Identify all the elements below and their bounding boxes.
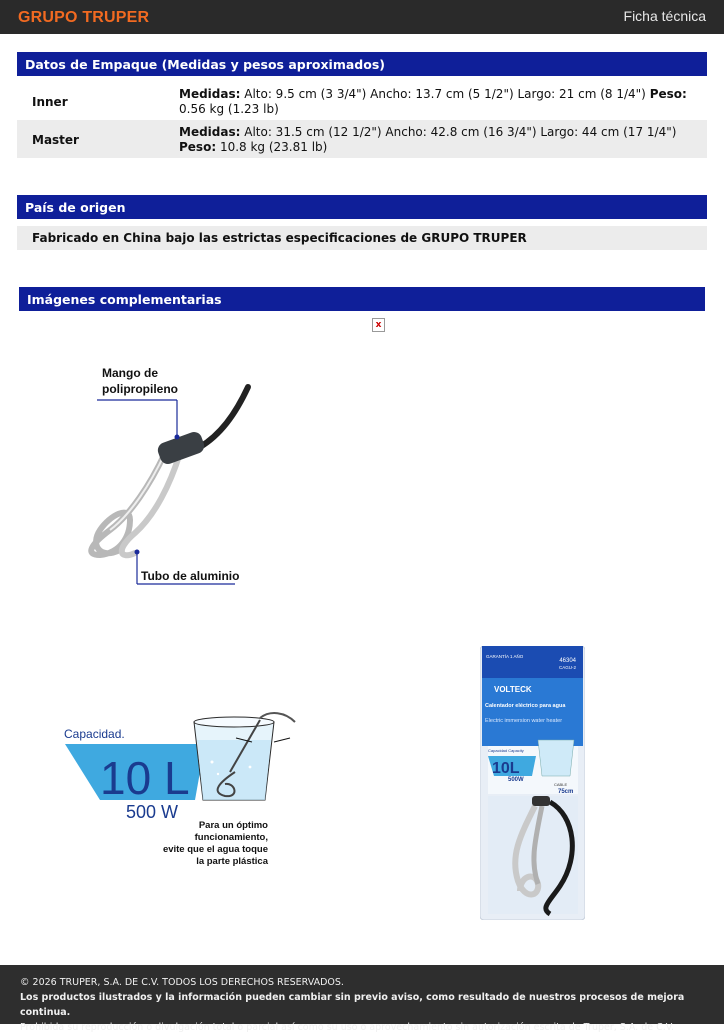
- package-title-en: Electric immersion water heater: [485, 718, 563, 724]
- product-package-photo: [480, 646, 585, 920]
- document-title: Ficha técnica: [623, 8, 706, 24]
- package-title-es: Calentador eléctrico para agua: [485, 703, 566, 709]
- package-cable-length: 75cm: [558, 789, 574, 795]
- packaging-row-inner: [17, 82, 707, 120]
- callout-handle-line2: polipropileno: [102, 382, 178, 396]
- note-line3: evite que el agua toque: [162, 844, 268, 855]
- package-warranty: GARANTÍA 1 AÑO: [486, 654, 524, 659]
- footer-prohibition: Prohibida su reproducción o divulgación total o parcial así como su uso o aprovechamiento sin autorización escrita de Truper, S.A. de C.V.: [20, 1022, 675, 1033]
- package-capacity-caption: Capacidad Capacity: [488, 748, 524, 753]
- package-power: 500W: [508, 777, 524, 783]
- brand-logo: GRUPO TRUPER: [18, 9, 150, 26]
- callout-tube: Tubo de aluminio: [141, 569, 240, 583]
- note-line4: la parte plástica: [196, 856, 268, 867]
- note-line1: Para un óptimo: [198, 820, 268, 831]
- package-capacity: 10L: [492, 760, 520, 777]
- footer-copyright: © 2026 TRUPER, S.A. DE C.V. TODOS LOS DERECHOS RESERVADOS.: [20, 977, 344, 988]
- package-cable-label: CABLE: [554, 782, 568, 787]
- packaging-row-value: Medidas: Alto: 31.5 cm (12 1/2") Ancho: 42.8 cm (16 3/4") Largo: 44 cm (17 1/4") Peso: 10.8 kg (23.81 lb): [179, 125, 677, 154]
- packaging-heading: Datos de Empaque (Medidas y pesos aproximados): [17, 52, 707, 76]
- broken-image-icon: x: [372, 318, 385, 332]
- footer: [0, 965, 724, 1033]
- note-line2: funcionamiento,: [194, 832, 268, 843]
- footer-notice: Los productos ilustrados y la información pueden cambiar sin previo aviso, como resultado de nuestros procesos de mejora continua.: [20, 992, 685, 1018]
- packaging-row-label: Inner: [32, 95, 68, 109]
- images-heading: Imágenes complementarias: [19, 287, 705, 311]
- top-bar: [0, 0, 724, 34]
- capacity-label: Capacidad.: [64, 727, 125, 741]
- package-code: 46304: [559, 658, 576, 664]
- callout-handle-line1: Mango de: [102, 366, 158, 380]
- power-value: 500 W: [126, 802, 179, 822]
- capacity-graphic: [60, 712, 300, 872]
- packaging-row-label: Master: [32, 133, 79, 147]
- package-model: CAGU-2: [558, 665, 576, 670]
- packaging-row-value: Medidas: Alto: 9.5 cm (3 3/4") Ancho: 13.7 cm (5 1/2") Largo: 21 cm (8 1/4") Peso: 0.56 kg (1.23 lb): [179, 87, 687, 116]
- origin-text: Fabricado en China bajo las estrictas especificaciones de GRUPO TRUPER: [17, 226, 707, 250]
- origin-heading: País de origen: [17, 195, 707, 219]
- packaging-row-master: [17, 120, 707, 158]
- package-brand: VOLTECK: [494, 685, 532, 694]
- heater-diagram: [60, 355, 280, 595]
- capacity-value: 10 L: [100, 752, 190, 804]
